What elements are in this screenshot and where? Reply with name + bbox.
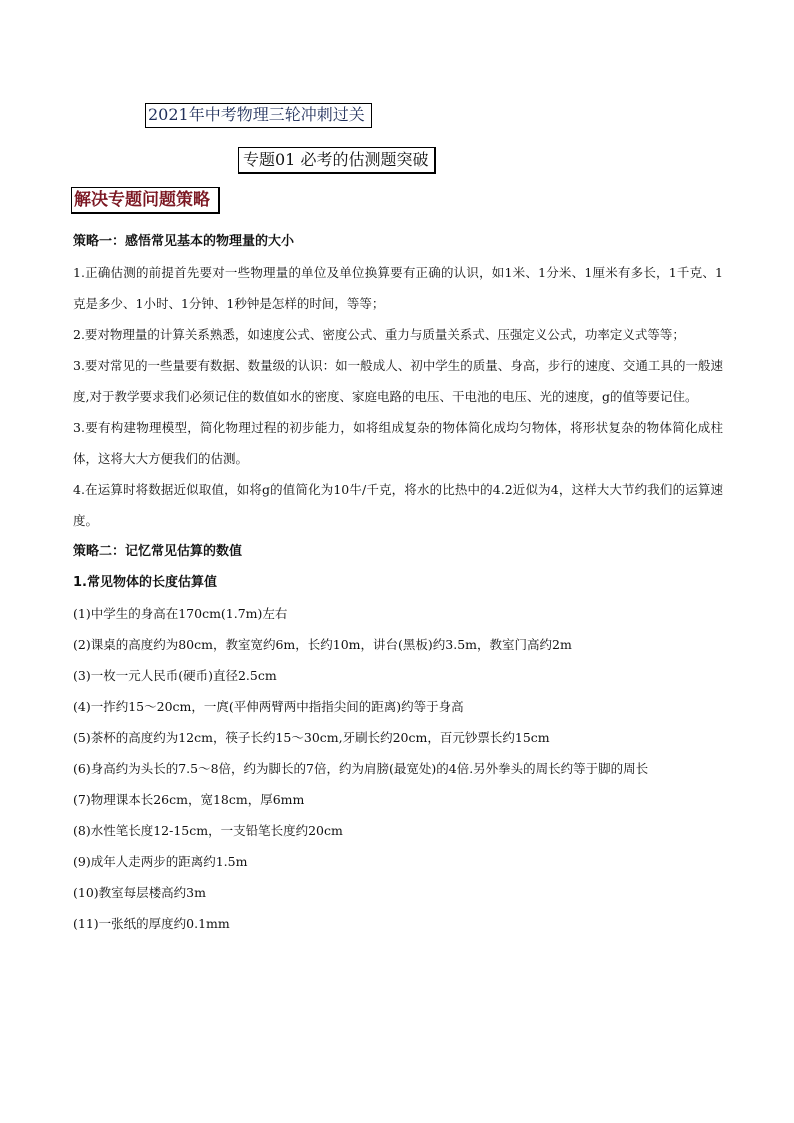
- strategy2-heading: 策略二：记忆常见估算的数值: [73, 544, 243, 559]
- strategy2-subheading: 1.常见物体的长度估算值: [73, 575, 217, 590]
- document-title-text: 2021年中考物理三轮冲刺过关: [148, 105, 365, 124]
- strategy1-item-3: 3.要对常见的一些量要有数据、数量级的认识：如一般成人、初中学生的质量、身高，步行的速度、交通工具的一般速度,对于教学要求我们必须记住的数值如水的密度、家庭电路的电压、干电池的电压、光的速度，g的值等要记住。: [73, 358, 723, 404]
- topic-title-text: 专题01 必考的估测题突破: [243, 150, 429, 169]
- topic-title: [238, 147, 436, 174]
- length-item-9: (9)成年人走两步的距离约1.5m: [73, 854, 248, 869]
- length-item-11: (11)一张纸的厚度约0.1mm: [73, 916, 230, 931]
- section-label-text: 解决专题问题策略: [74, 190, 210, 210]
- length-item-4: (4)一拃约15～20cm，一庹(平伸两臂两中指指尖间的距离)约等于身高: [73, 699, 464, 714]
- strategy1-item-5: 4.在运算时将数据近似取值，如将g的值简化为10牛/千克，将水的比热中的4.2近似为4，这样大大节约我们的运算速度。: [73, 482, 723, 528]
- length-item-7: (7)物理课本长26cm，宽18cm，厚6mm: [73, 792, 305, 807]
- length-item-6: (6)身高约为头长的7.5～8倍，约为脚长的7倍，约为肩膀(最宽处)的4倍.另外拳头的周长约等于脚的周长: [73, 761, 649, 776]
- strategy1-heading: 策略一：感悟常见基本的物理量的大小: [73, 234, 295, 249]
- length-item-2: (2)课桌的高度约为80cm，教室宽约6m，长约10m，讲台(黑板)约3.5m，教室门高约2m: [73, 637, 572, 652]
- length-item-10: (10)教室每层楼高约3m: [73, 885, 206, 900]
- document-title: [145, 103, 372, 128]
- strategy1-item-2: 2.要对物理量的计算关系熟悉，如速度公式、密度公式、重力与质量关系式、压强定义公式，功率定义式等等；: [73, 327, 685, 342]
- section-label: [71, 187, 220, 214]
- length-item-5: (5)茶杯的高度约为12cm，筷子长约15～30cm,牙刷长约20cm，百元钞票长约15cm: [73, 730, 550, 745]
- length-item-8: (8)水性笔长度12-15cm，一支铅笔长度约20cm: [73, 823, 343, 838]
- length-item-3: (3)一枚一元人民币(硬币)直径2.5cm: [73, 668, 277, 683]
- length-item-1: (1)中学生的身高在170cm(1.7m)左右: [73, 606, 288, 621]
- strategy1-item-1: 1.正确估测的前提首先要对一些物理量的单位及单位换算要有正确的认识，如1米、1分米、1厘米有多长，1千克、1克是多少、1小时、1分钟、1秒钟是怎样的时间，等等；: [73, 265, 723, 311]
- strategy1-item-4: 3.要有构建物理模型，简化物理过程的初步能力，如将组成复杂的物体简化成均匀物体，将形状复杂的物体简化成柱体，这将大大方便我们的估测。: [73, 420, 723, 466]
- document-body: [73, 226, 723, 939]
